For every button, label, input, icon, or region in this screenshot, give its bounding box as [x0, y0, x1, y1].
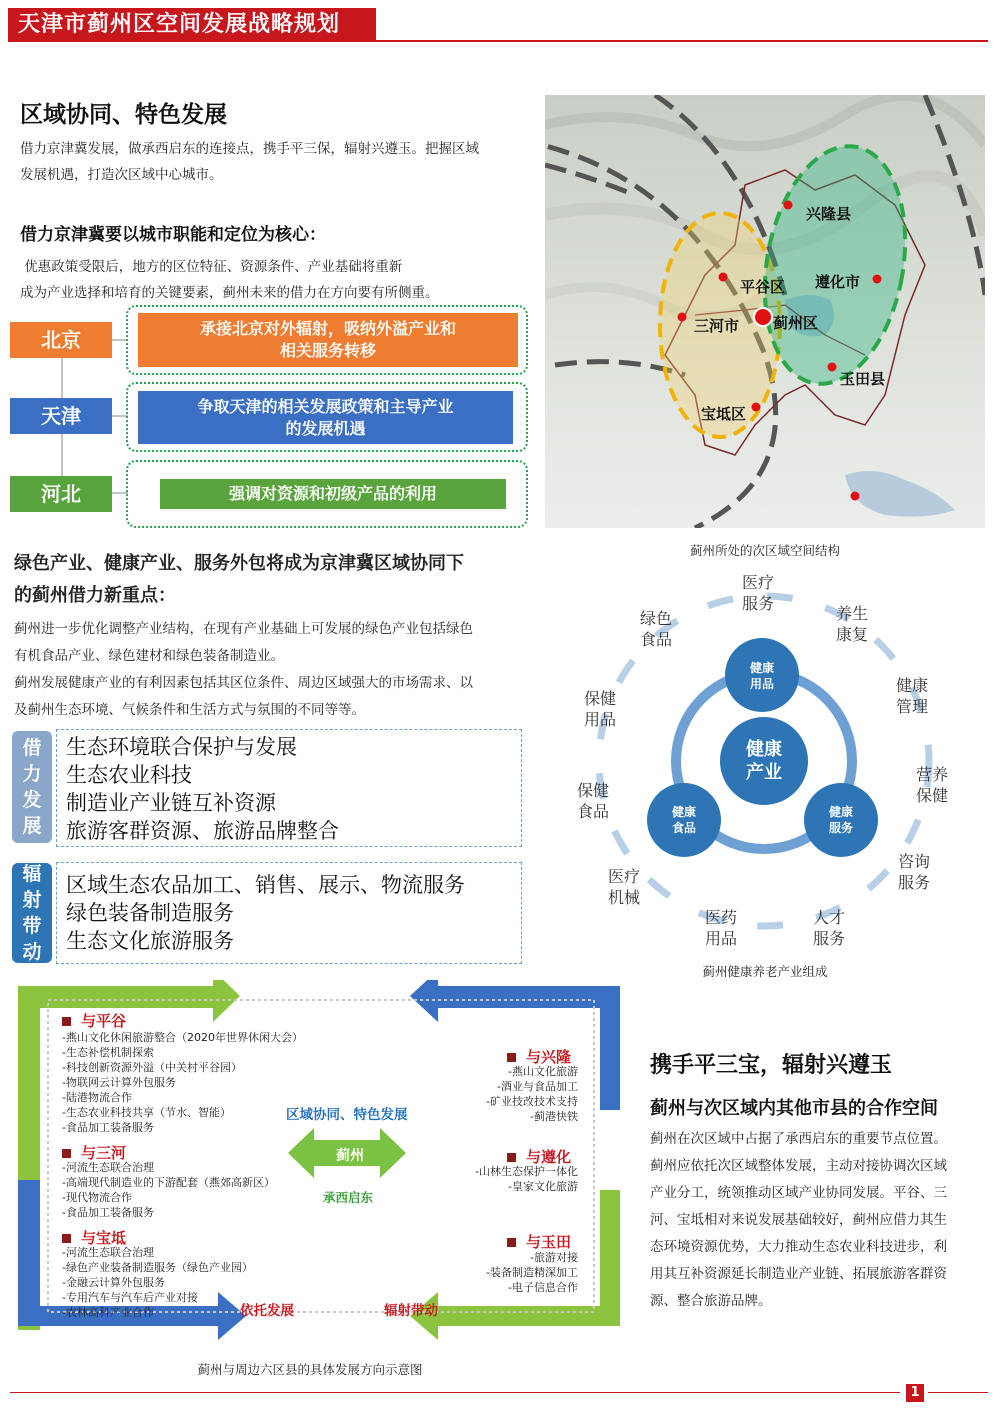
map-label-pinggu: 平谷区: [740, 278, 786, 296]
health-caption: 蓟州健康养老产业组成: [702, 964, 828, 979]
pinggu-item: -生态农业科技共享（节水、智能）: [62, 1106, 231, 1119]
ring-label-health-food: [563, 780, 623, 822]
ring-label-rehab: [822, 603, 882, 645]
yutian-head: [507, 1231, 571, 1252]
bullet-square-icon: [507, 1053, 516, 1062]
city-text-line: 承接北京对外辐射，吸纳外溢产业和: [199, 319, 456, 338]
ring-line: 健康: [895, 676, 928, 695]
section3-para-line: 源、整合旅游品牌。: [650, 1293, 772, 1309]
health-inner-line: 健康: [749, 661, 774, 675]
section1-sub-line: 优惠政策受限后，地方的区位特征、资源条件、产业基础将重新: [20, 259, 403, 275]
section1-subtitle: 借力京津冀要以城市职能和定位为核心：: [20, 225, 326, 245]
zunhua-head-text: 与遵化: [526, 1148, 572, 1166]
radiate-tab-char: 射: [22, 889, 42, 911]
pinggu-head: [62, 1010, 126, 1031]
baodi-item: -金融云计算外包服务: [62, 1276, 165, 1289]
center-bottom-label: 承西启东: [323, 1190, 374, 1205]
section3-title: 携手平三宝，辐射兴遵玉: [650, 1053, 893, 1078]
radiate-tab-char: 带: [22, 915, 42, 937]
ring-label-talent: [799, 907, 859, 949]
ring-line: 用品: [704, 929, 737, 948]
section3-para-line: 态环境资源优势，大力推动生态农业科技进步，利: [650, 1239, 947, 1255]
section3-para-line: 产业分工，统领推动区域产业协同发展。平谷、三: [650, 1185, 947, 1201]
radiate-item: 区域生态农品加工、销售、展示、物流服务: [66, 873, 465, 897]
ring-line: 康复: [835, 625, 868, 644]
radiate-item: 生态文化旅游服务: [66, 929, 234, 953]
health-inner-line: 健康: [671, 805, 696, 819]
bullet-square-icon: [62, 1234, 71, 1243]
pinggu-item: -物联网云计算外包服务: [62, 1076, 176, 1089]
yutian-item: -装备制造精深加工: [486, 1266, 578, 1279]
section3-para-line: 用其互补资源延长制造业产业链、拓展旅游客群资: [650, 1266, 947, 1282]
ring-label-med-equipment: [594, 866, 654, 908]
radiate-item: 绿色装备制造服务: [66, 901, 234, 925]
ring-line: 服务: [741, 594, 774, 613]
xinglong-item: -蓟港快铁: [530, 1110, 578, 1123]
sanhe-list: [62, 1160, 275, 1220]
sanhe-item: -食品加工装备服务: [62, 1206, 154, 1219]
zunhua-item: -皇家文化旅游: [508, 1180, 578, 1193]
sanhe-item: -高端现代制造业的下游配套（燕郊高新区）: [62, 1176, 275, 1189]
baodi-list: [62, 1245, 253, 1320]
borrow-tab-char: 展: [22, 815, 42, 837]
city-label-beijing: 北京: [10, 322, 112, 358]
health-inner-label-2: [652, 804, 716, 836]
section2-para: [14, 616, 544, 724]
map-label-yutian: 玉田县: [840, 370, 886, 388]
ring-line: 医疗: [741, 573, 774, 592]
health-inner-line: 服务: [828, 821, 853, 835]
ring-label-consult: [884, 851, 944, 893]
section2-para-line: 蓟州进一步优化调整产业结构，在现有产业基础上可发展的绿色产业包括绿色: [14, 621, 473, 637]
pinggu-item: -燕山文化休闲旅游整合（2020年世界休闲大会）: [62, 1031, 303, 1044]
radiate-tab: [12, 863, 52, 963]
section3-subtitle: 蓟州与次区域内其他市县的合作空间: [650, 1098, 938, 1119]
radiate-list: [66, 871, 465, 955]
health-inner-line: 食品: [671, 821, 696, 835]
header-rule: [376, 40, 988, 42]
pinggu-item: -科技创新资源外溢（中关村平谷园）: [62, 1061, 242, 1074]
borrow-tab: [12, 731, 52, 843]
borrow-item: 生态农业科技: [66, 763, 192, 787]
city-text-hebei: 强调对资源和初级产品的利用: [160, 479, 506, 509]
health-center-label: [724, 738, 804, 784]
section2-title-line: 绿色产业、健康产业、服务外包将成为京津冀区域协同下: [14, 553, 464, 574]
pinggu-item: -食品加工装备服务: [62, 1121, 154, 1134]
section2-para-line: 有机食品产业、绿色建材和绿色装备制造业。: [14, 648, 284, 664]
section1-title: 区域协同、特色发展: [20, 102, 227, 128]
ring-label-green-food: [626, 608, 686, 650]
yutian-list: [466, 1250, 578, 1295]
ring-label-health-products: [570, 688, 630, 730]
ring-line: 食品: [576, 802, 609, 821]
tag-right: 辐射带动: [384, 1303, 438, 1319]
bullet-square-icon: [62, 1149, 71, 1158]
ring-line: 服务: [812, 929, 845, 948]
map-caption: 蓟州所处的次区域空间结构: [689, 543, 840, 558]
map-label-zunhua: 遵化市: [815, 273, 861, 291]
map-label-sanhe: 三河市: [694, 317, 740, 335]
baodi-item: -专用汽车与汽车后产业对接: [62, 1291, 198, 1304]
ring-line: 咨询: [897, 852, 930, 871]
yutian-item: -电子信息合作: [508, 1281, 578, 1294]
city-text-tianjin: [138, 391, 513, 444]
ring-line: 绿色: [639, 609, 672, 628]
pinggu-item: -生态补偿机制探索: [62, 1046, 154, 1059]
sanhe-head-text: 与三河: [81, 1144, 127, 1162]
health-inner-label-3: [809, 804, 873, 836]
section3-para-line: 蓟州在次区域中占据了承西启东的重要节点位置。: [650, 1131, 947, 1147]
borrow-tab-char: 发: [22, 789, 42, 811]
section3-para-line: 河、宝坻相对来说发展基础较好，蓟州应借力其生: [650, 1212, 947, 1228]
section3-para-line: 蓟州应依托次区域整体发展，主动对接协调次区域: [650, 1158, 947, 1174]
health-center-line: 健康: [746, 739, 782, 760]
xinglong-item: -矿业技改技术支持: [486, 1095, 578, 1108]
health-center-line: 产业: [746, 762, 782, 783]
health-inner-line: 用品: [749, 677, 774, 691]
yutian-item: -旅游对接: [530, 1251, 578, 1264]
ring-label-health-mgmt: [882, 675, 942, 717]
yutian-head-text: 与玉田: [526, 1233, 572, 1251]
ring-line: 保健: [583, 689, 616, 708]
center-top-label: 区域协同、特色发展: [286, 1107, 408, 1123]
ring-line: 用品: [583, 710, 616, 729]
borrow-item: 生态环境联合保护与发展: [66, 735, 297, 759]
health-inner-label-1: [730, 660, 794, 692]
city-text-line: 相关服务转移: [279, 341, 376, 360]
pinggu-head-text: 与平谷: [81, 1012, 127, 1030]
ring-label-nutrition: [902, 764, 962, 806]
ring-line: 医疗: [607, 867, 640, 886]
baodi-item: -绿色产业装备制造服务（绿色产业园）: [62, 1261, 253, 1274]
ring-label-pharma: [691, 907, 751, 949]
tag-left: 依托发展: [240, 1303, 294, 1319]
sanhe-item: -河流生态联合治理: [62, 1161, 154, 1174]
region-map: [545, 95, 985, 528]
ring-line: 保健: [576, 781, 609, 800]
city-label-tianjin: 天津: [10, 398, 112, 434]
map-label-xinglong: 兴隆县: [806, 205, 852, 223]
baodi-item: -农林高科产业合作: [62, 1306, 154, 1319]
section1-para: [20, 136, 540, 188]
pinggu-item: -陆港物流合作: [62, 1091, 132, 1104]
city-label-hebei: 河北: [10, 476, 112, 512]
borrow-tab-char: 力: [22, 763, 42, 785]
bullet-square-icon: [62, 1017, 71, 1026]
ring-line: 营养: [915, 765, 948, 784]
center-label: 蓟州: [336, 1148, 364, 1164]
zunhua-item: -山林生态保护一体化: [475, 1165, 578, 1178]
borrow-tab-char: 借: [22, 737, 42, 759]
footer-rule-right: [928, 1392, 988, 1393]
zunhua-list: [466, 1164, 578, 1194]
borrow-item: 制造业产业链互补资源: [66, 791, 276, 815]
borrow-list: [66, 733, 339, 845]
footer-rule: [10, 1392, 900, 1393]
map-label-jizhou: 蓟州区: [773, 314, 819, 332]
ring-line: 食品: [639, 630, 672, 649]
radiate-tab-char: 辐: [22, 863, 42, 885]
page-number: 1: [906, 1384, 924, 1402]
ring-line: 管理: [895, 697, 928, 716]
baodi-item: -河流生态联合治理: [62, 1246, 154, 1259]
radiate-tab-char: 动: [22, 941, 42, 963]
ring-label-medical-service: [728, 572, 788, 614]
section2-title: [14, 548, 544, 612]
health-inner-line: 健康: [828, 805, 853, 819]
bullet-square-icon: [507, 1153, 516, 1162]
section2-para-line: 蓟州发展健康产业的有利因素包括其区位条件、周边区域强大的市场需求、以: [14, 675, 473, 691]
page-title: 天津市蓟州区空间发展战略规划: [18, 12, 341, 37]
city-text-line: 的发展机遇: [285, 418, 366, 438]
sanhe-item: -现代物流合作: [62, 1191, 132, 1204]
xinglong-item: -燕山文化旅游: [508, 1065, 578, 1078]
section2-title-line: 的蓟州借力新重点：: [14, 585, 176, 606]
baodi-head-text: 与宝坻: [81, 1229, 127, 1247]
city-text-beijing: [138, 313, 518, 367]
xinglong-list: [476, 1064, 578, 1124]
section1-sub-para: [20, 254, 540, 306]
section1-para-line: 借力京津冀发展，做承西启东的连接点，携手平三保，辐射兴遵玉。把握区域: [20, 141, 479, 157]
bullet-square-icon: [507, 1238, 516, 1247]
pinggu-list: [62, 1030, 303, 1135]
ring-line: 养生: [835, 604, 868, 623]
xinglong-item: -酒业与食品加工: [497, 1080, 578, 1093]
section3-para: [650, 1126, 990, 1315]
ring-line: 机械: [607, 888, 640, 907]
section1-para-line: 发展机遇，打造次区域中心城市。: [20, 167, 223, 183]
ring-line: 服务: [897, 873, 930, 892]
diagram-caption: 蓟州与周边六区县的具体发展方向示意图: [197, 1362, 423, 1377]
city-text-line: 争取天津的相关发展政策和主导产业: [197, 396, 454, 416]
section2-para-line: 及蓟州生态环境、气候条件和生活方式与氛围的不同等等。: [14, 702, 365, 718]
ring-line: 人才: [812, 908, 845, 927]
ring-line: 医药: [704, 908, 737, 927]
map-label-baodi: 宝坻区: [701, 405, 747, 423]
ring-line: 保健: [915, 786, 948, 805]
section1-sub-line: 成为产业选择和培育的关键要素，蓟州未来的借力在方向要有所侧重。: [20, 285, 439, 301]
xinglong-head-text: 与兴隆: [526, 1048, 572, 1066]
borrow-item: 旅游客群资源、旅游品牌整合: [66, 819, 339, 843]
